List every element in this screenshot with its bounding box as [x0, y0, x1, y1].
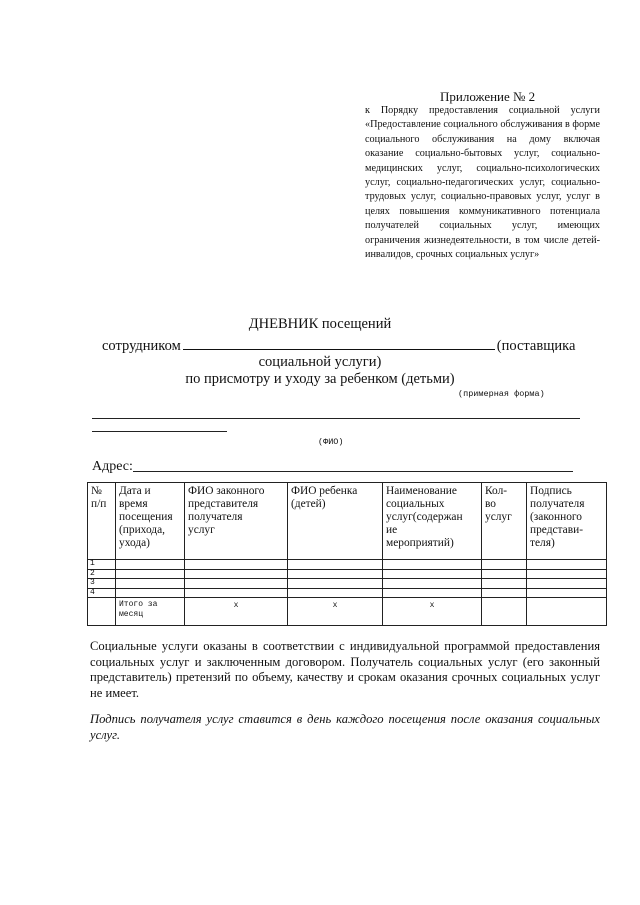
header-line: №	[91, 485, 102, 497]
fio-blank-line-1[interactable]	[92, 418, 580, 419]
fio-blank-line-2[interactable]	[92, 431, 227, 432]
row-number: 3	[88, 579, 116, 589]
row-number: 2	[88, 569, 116, 579]
cell[interactable]	[383, 588, 482, 598]
header-line: (детей)	[291, 498, 326, 510]
header-line: мероприятий)	[386, 537, 454, 549]
header-line: Подпись	[530, 485, 572, 497]
header-line: во	[485, 498, 496, 510]
document-title: ДНЕВНИК посещений	[248, 316, 392, 332]
header-line: теля)	[530, 537, 555, 549]
cell[interactable]	[527, 569, 607, 579]
cell[interactable]	[527, 560, 607, 570]
header-line: ФИО ребенка	[291, 485, 358, 497]
header-line: представителя	[188, 498, 259, 510]
cell[interactable]	[482, 598, 527, 626]
cell[interactable]	[383, 569, 482, 579]
cell[interactable]	[185, 579, 288, 589]
table-row	[88, 560, 607, 570]
care-line: по присмотру и уходу за ребенком (детьми)	[185, 371, 455, 387]
cell[interactable]	[288, 560, 383, 570]
total-mark: х	[288, 598, 383, 626]
cell[interactable]	[527, 579, 607, 589]
cell[interactable]	[116, 569, 185, 579]
header-representative	[185, 483, 288, 560]
header-line: Наименование	[386, 485, 457, 497]
header-line: услуг(содержан	[386, 511, 463, 523]
header-line: Кол-	[485, 485, 508, 497]
row-number: 4	[88, 588, 116, 598]
cell[interactable]	[527, 598, 607, 626]
visits-table	[87, 482, 607, 626]
total-mark: х	[383, 598, 482, 626]
header-line: получателя	[188, 511, 243, 523]
header-line: представи-	[530, 524, 583, 536]
header-line: услуг	[485, 511, 512, 523]
cell[interactable]	[116, 560, 185, 570]
table-total-row	[88, 598, 607, 626]
cell[interactable]	[185, 560, 288, 570]
total-mark: х	[185, 598, 288, 626]
header-cell-text	[530, 485, 603, 550]
employee-suffix: (поставщика	[496, 338, 576, 354]
cell[interactable]	[288, 588, 383, 598]
header-signature	[527, 483, 607, 560]
cell[interactable]	[482, 560, 527, 570]
cell[interactable]	[482, 579, 527, 589]
cell[interactable]	[527, 588, 607, 598]
table-row	[88, 569, 607, 579]
cell	[88, 598, 116, 626]
appendix-reference-text: к Порядку предоставления социальной услуги «Предоставление социального обслуживания в форме социального обслуживания на дому включая оказание социально-бытовых услуг, социально-медицинских услуг, социально-психологических услуг, социально-педагогических услуг, социально-трудовых услуг, социально-правовых услуг, услуг в целях повышения коммуникативного потенциала получателей социальных услуг, имеющих ограничения жизнедеятельности, в том числе детей-инвалидов, срочных социальных услуг»	[365, 105, 600, 261]
form-note: (примерная форма)	[458, 389, 545, 399]
table-row	[88, 579, 607, 589]
header-line: время	[119, 498, 148, 510]
header-cell-text	[291, 485, 379, 511]
cell[interactable]	[288, 579, 383, 589]
employee-prefix: сотрудником	[102, 338, 181, 354]
header-line: получателя	[530, 498, 585, 510]
services-rendered-statement: Социальные услуги оказаны в соответствии с индивидуальной программой предоставления социальных услуг и заключенным договором. Получатель социальных услуг (его законный представитель) претензий по объему, качеству и срокам оказания срочных социальных услуг не имеет.	[90, 639, 600, 700]
employee-line	[102, 337, 602, 355]
cell[interactable]	[383, 560, 482, 570]
cell[interactable]	[185, 588, 288, 598]
cell[interactable]	[482, 569, 527, 579]
address-label: Адрес:	[92, 459, 133, 474]
header-line: п/п	[91, 498, 107, 510]
header-number	[88, 483, 116, 560]
header-line: социальных	[386, 498, 445, 510]
cell[interactable]	[116, 579, 185, 589]
header-cell-text	[188, 485, 284, 537]
row-number: 1	[88, 560, 116, 570]
address-blank-line[interactable]	[133, 471, 573, 472]
header-services	[383, 483, 482, 560]
header-cell-text	[485, 485, 523, 524]
header-line: услуг	[188, 524, 215, 536]
header-line: ФИО законного	[188, 485, 265, 497]
header-datetime	[116, 483, 185, 560]
header-line: ухода)	[119, 537, 150, 549]
appendix-title: Приложение № 2	[440, 89, 536, 104]
total-label: Итого за месяц	[116, 598, 185, 626]
cell[interactable]	[185, 569, 288, 579]
cell[interactable]	[288, 569, 383, 579]
header-count	[482, 483, 527, 560]
provider-line: социальной услуги)	[258, 354, 382, 370]
header-line: (законного	[530, 511, 582, 523]
header-cell-text	[91, 485, 112, 511]
cell[interactable]	[482, 588, 527, 598]
header-line: ие	[386, 524, 398, 536]
header-line: Дата и	[119, 485, 151, 497]
header-cell-text	[119, 485, 181, 550]
fio-label: (ФИО)	[318, 437, 344, 447]
header-child	[288, 483, 383, 560]
header-cell-text	[386, 485, 478, 550]
cell[interactable]	[116, 588, 185, 598]
table-row	[88, 588, 607, 598]
cell[interactable]	[383, 579, 482, 589]
employee-name-blank[interactable]	[183, 337, 495, 350]
table-header-row	[88, 483, 607, 560]
header-line: посещения	[119, 511, 173, 523]
signature-note: Подпись получателя услуг ставится в день каждого посещения после оказания социальных услуг.	[90, 712, 600, 742]
header-line: (прихода,	[119, 524, 166, 536]
